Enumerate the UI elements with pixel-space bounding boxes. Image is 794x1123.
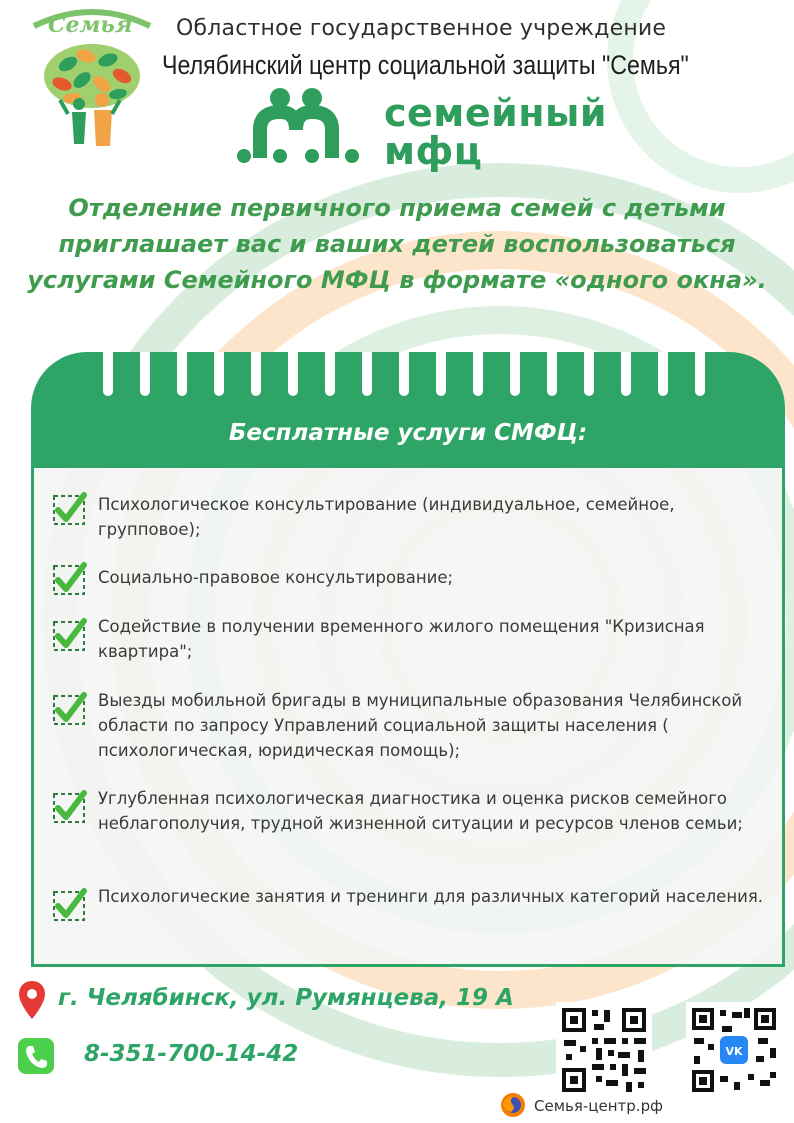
organization-type: Областное государственное учреждение	[176, 16, 667, 41]
checkbox-check-icon	[52, 790, 88, 824]
services-card	[31, 352, 785, 970]
website-link[interactable]: Семья-центр.рф	[534, 1097, 663, 1115]
address: г. Челябинск, ул. Румянцева, 19 А	[58, 985, 514, 1011]
service-item: Социально-правовое консультирование;	[98, 568, 454, 587]
service-item: Углубленная психологическая диагностика и оценка рисков семейного неблагополучия, трудной жизненной ситуации и ресурсов членов семьи;	[98, 789, 743, 833]
svg-text:VK: VK	[725, 1045, 743, 1058]
services-list	[31, 468, 785, 967]
location-pin-icon	[18, 980, 46, 1020]
organization-name: Челябинский центр социальной защиты "Семья"	[162, 50, 689, 80]
checkbox-check-icon	[52, 492, 88, 526]
checkbox-check-icon	[52, 562, 88, 596]
service-item: Выезды мобильной бригады в муниципальные образования Челябинской области по запросу Управлений социальной защиты населения ( психологическая, юридическая помощь);	[98, 691, 743, 760]
intro-text: Отделение первичного приема семей с детьми приглашает вас и ваших детей воспользоваться услугами Семейного МФЦ в формате «одного окна».	[27, 194, 767, 294]
phone-icon	[18, 1038, 54, 1074]
mfc-wordmark-line2: мфц	[384, 129, 483, 173]
browser-icon	[500, 1092, 526, 1118]
calendar-tabs	[31, 352, 785, 402]
logo-lettering: Семья	[48, 12, 133, 38]
service-item: Содействие в получении временного жилого помещения "Кризисная квартира";	[98, 617, 705, 661]
mfc-wordmark-line1: семейный	[384, 91, 608, 135]
checkbox-check-icon	[52, 888, 88, 922]
service-item: Психологическое консультирование (индивидуальное, семейное, групповое);	[98, 495, 675, 539]
vk-qr-code-icon[interactable]	[686, 1002, 782, 1098]
semya-tree-logo	[22, 4, 162, 154]
mfc-wordmark	[384, 91, 608, 173]
checkbox-check-icon	[52, 692, 88, 726]
phone-number[interactable]: 8-351-700-14-42	[84, 1041, 299, 1067]
service-item: Психологические занятия и тренинги для различных категорий населения.	[98, 887, 763, 906]
services-card-header	[31, 352, 785, 468]
qr-code-icon[interactable]	[556, 1002, 652, 1098]
checkbox-check-icon	[52, 618, 88, 652]
services-title: Бесплатные услуги СМФЦ:	[228, 420, 588, 446]
